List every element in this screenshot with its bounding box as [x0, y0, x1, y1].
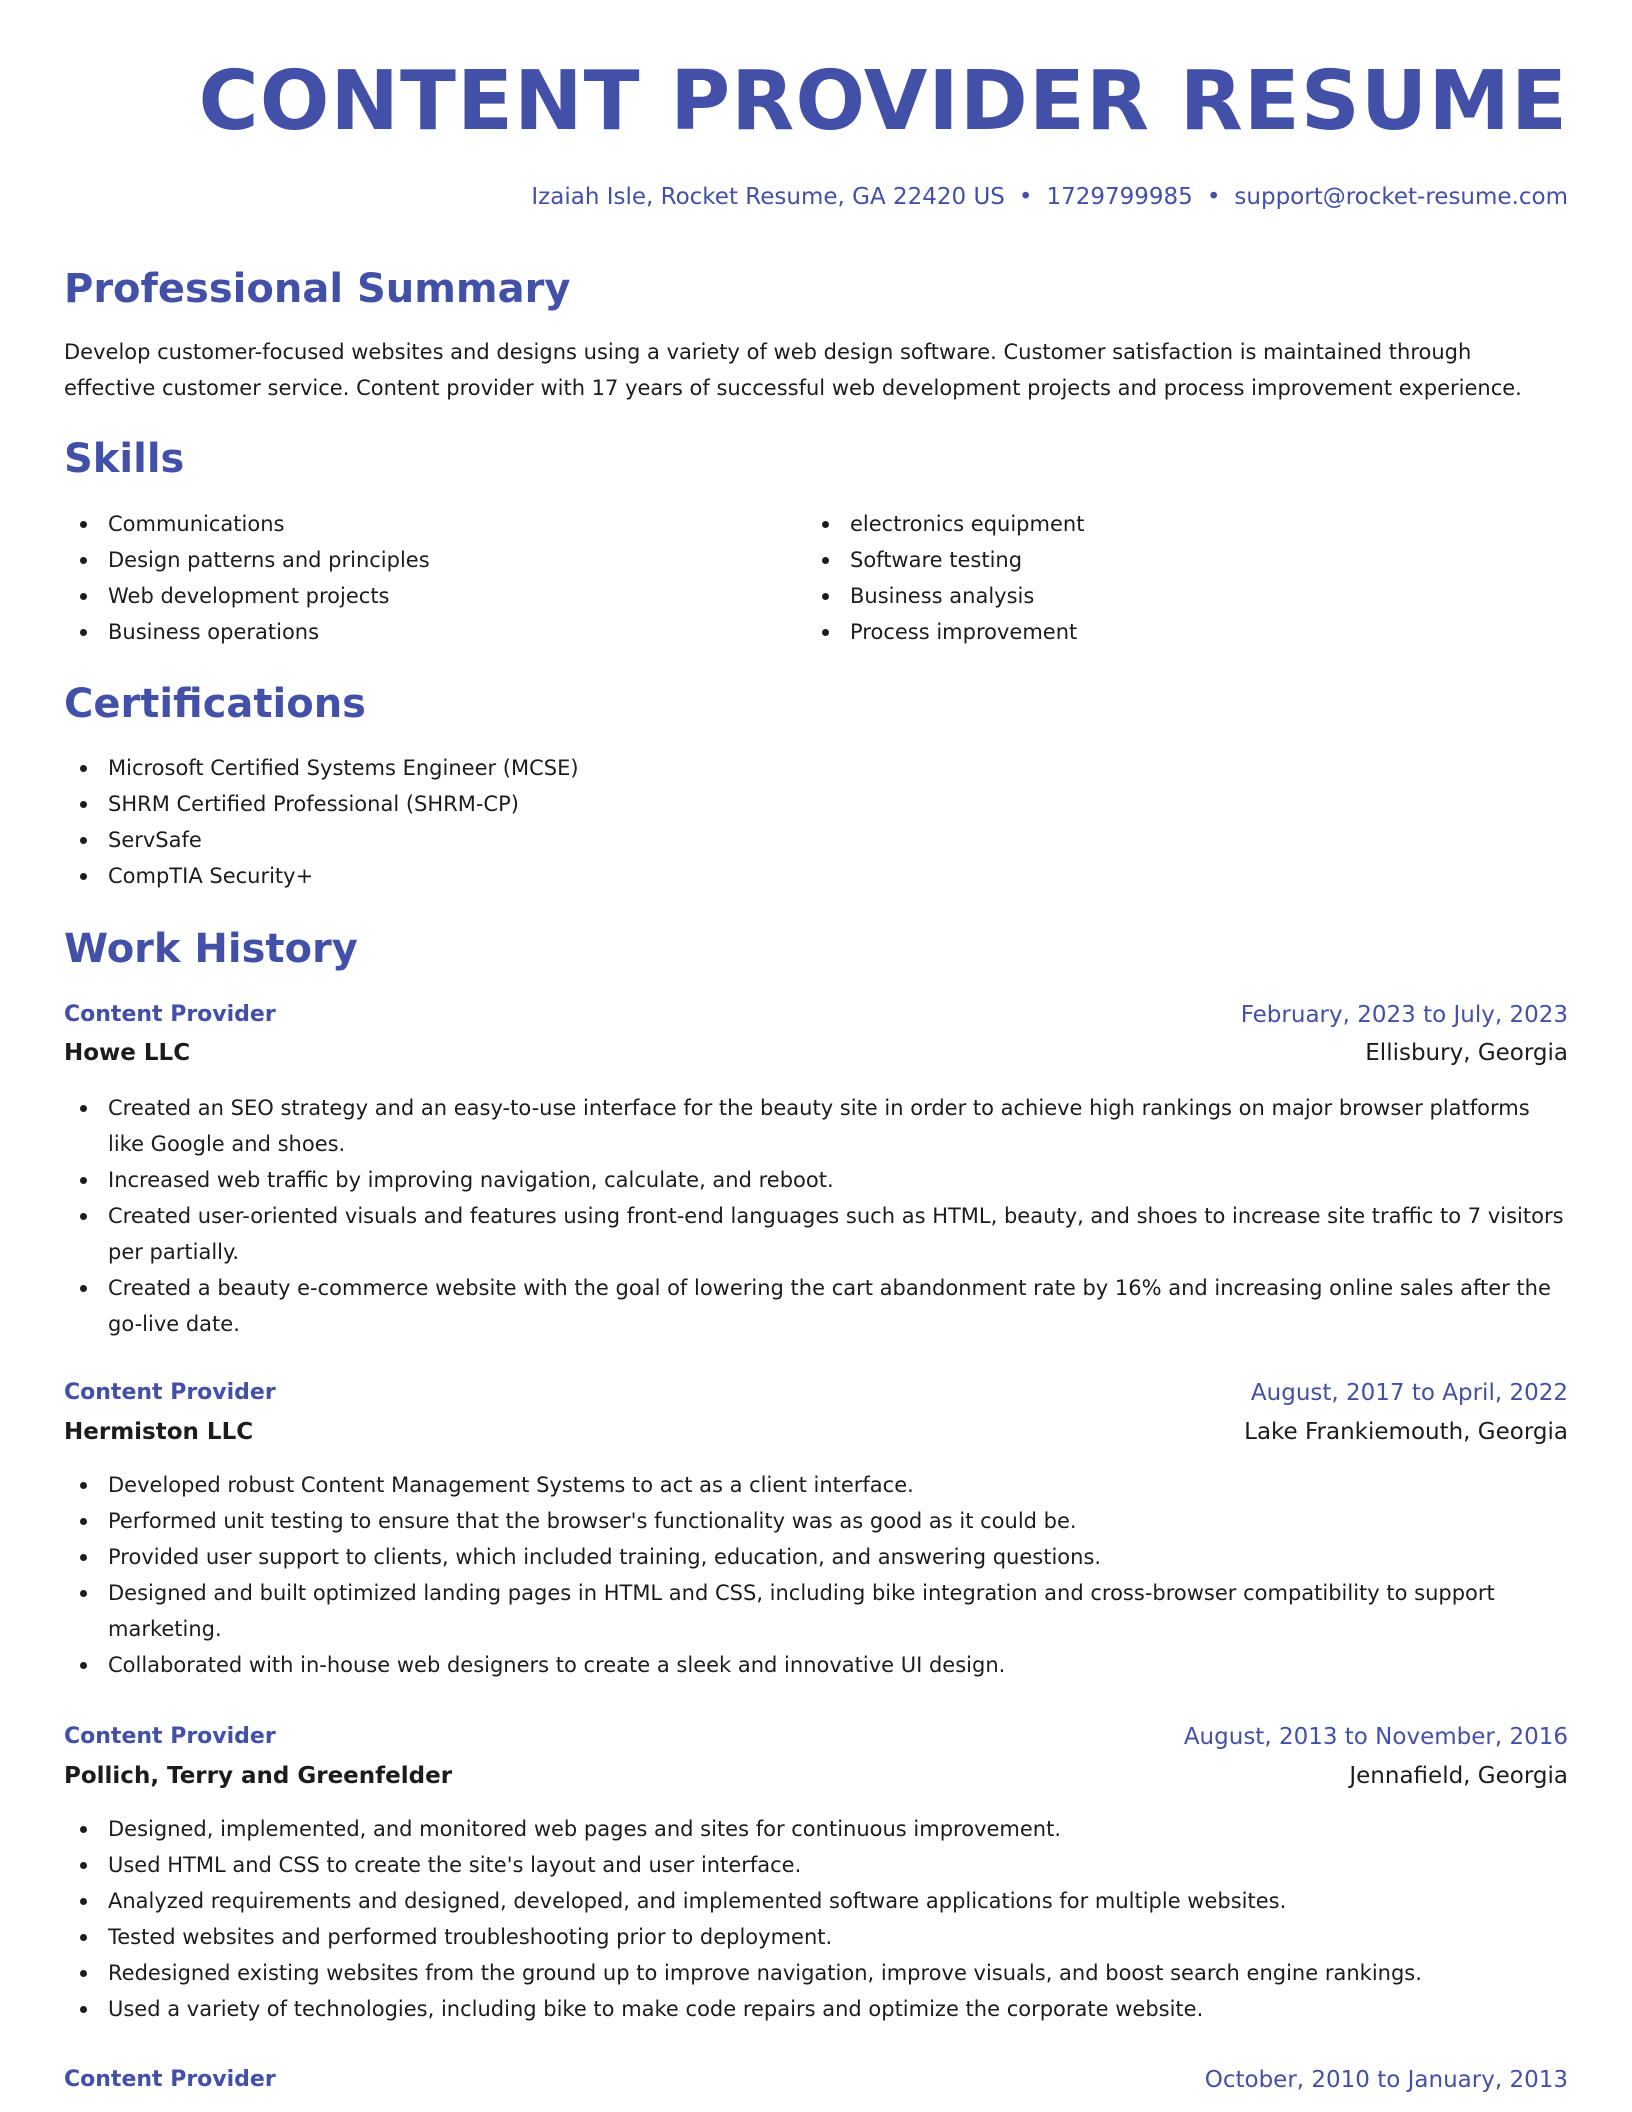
work-history-heading: Work History: [64, 926, 358, 972]
job-bullet: Analyzed requirements and designed, developed, and implemented software applications for multiple websites.: [64, 1883, 1568, 1919]
skill-item: Software testing: [806, 542, 1506, 578]
job-bullet: Increased web traffic by improving navigation, calculate, and reboot.: [64, 1162, 1568, 1198]
contact-separator: •: [1018, 184, 1033, 210]
job-bullet: Used HTML and CSS to create the site's layout and user interface.: [64, 1847, 1568, 1883]
certifications-heading: Certifications: [64, 681, 366, 727]
job-location: Lake Frankiemouth, Georgia: [1244, 1419, 1568, 1445]
job-bullet: Collaborated with in-house web designers to create a sleek and innovative UI design.: [64, 1647, 1568, 1683]
job-title: Content Provider: [64, 1002, 276, 1027]
skill-item: Communications: [64, 506, 764, 542]
contact-phone: 1729799985: [1046, 184, 1193, 210]
certification-item: SHRM Certified Professional (SHRM-CP): [64, 786, 1064, 822]
certification-item: ServSafe: [64, 822, 1064, 858]
contact-line: [531, 178, 1568, 216]
job-dates: February, 2023 to July, 2023: [1240, 1002, 1568, 1028]
job-bullet: Designed, implemented, and monitored web pages and sites for continuous improvement.: [64, 1811, 1568, 1847]
certifications-list: [64, 750, 1064, 894]
contact-separator: •: [1206, 184, 1221, 210]
summary-text: Develop customer-focused websites and designs using a variety of web design software. Customer satisfaction is maintained through effective customer service. Content provider with 17 years of successful web development projects and process improvement experience.: [64, 340, 1522, 400]
job-bullet: Provided user support to clients, which included training, education, and answering questions.: [64, 1539, 1568, 1575]
skill-item: electronics equipment: [806, 506, 1506, 542]
job-title: Content Provider: [64, 1724, 276, 1749]
job-bullets: [64, 1467, 1568, 1683]
job-dates: August, 2013 to November, 2016: [1183, 1724, 1568, 1750]
job-bullet: Performed unit testing to ensure that the browser's functionality was as good as it could be.: [64, 1503, 1568, 1539]
job-dates: August, 2017 to April, 2022: [1250, 1380, 1568, 1406]
job-bullet: Redesigned existing websites from the ground up to improve navigation, improve visuals, and boost search engine rankings.: [64, 1955, 1568, 1991]
job-bullet: Developed robust Content Management Systems to act as a client interface.: [64, 1467, 1568, 1503]
job-bullets: [64, 1811, 1568, 2027]
job-title: Content Provider: [64, 2067, 276, 2092]
job-bullet: Used a variety of technologies, including bike to make code repairs and optimize the corporate website.: [64, 1991, 1568, 2027]
job-location: Ellisbury, Georgia: [1365, 1040, 1568, 1066]
job-bullet: Created an SEO strategy and an easy-to-use interface for the beauty site in order to achieve high rankings on major browser platforms like Google and shoes.: [64, 1090, 1568, 1162]
job-bullet: Designed and built optimized landing pages in HTML and CSS, including bike integration and cross-browser compatibility to support marketing.: [64, 1575, 1568, 1647]
job-company: Pollich, Terry and Greenfelder: [64, 1763, 453, 1789]
job-bullet: Created user-oriented visuals and features using front-end languages such as HTML, beauty, and shoes to increase site traffic to 7 visitors per partially.: [64, 1198, 1568, 1270]
job-company: Hermiston LLC: [64, 1419, 254, 1445]
certification-item: Microsoft Certified Systems Engineer (MCSE): [64, 750, 1064, 786]
job-bullets: [64, 1090, 1568, 1342]
job-bullet: Tested websites and performed troubleshooting prior to deployment.: [64, 1919, 1568, 1955]
contact-address: Izaiah Isle, Rocket Resume, GA 22420 US: [531, 184, 1005, 210]
skills-list-right: [806, 506, 1506, 650]
certification-item: CompTIA Security+: [64, 858, 1064, 894]
skill-item: Web development projects: [64, 578, 764, 614]
skill-item: Business operations: [64, 614, 764, 650]
job-bullet: Created a beauty e-commerce website with the goal of lowering the cart abandonment rate by 16% and increasing online sales after the go-live date.: [64, 1270, 1568, 1342]
job-title: Content Provider: [64, 1380, 276, 1405]
summary-heading: Professional Summary: [64, 266, 571, 312]
skills-heading: Skills: [64, 436, 185, 482]
skills-list-left: [64, 506, 764, 650]
resume-title: CONTENT PROVIDER RESUME: [198, 54, 1568, 149]
contact-email[interactable]: support@rocket-resume.com: [1234, 184, 1568, 210]
skill-item: Business analysis: [806, 578, 1506, 614]
job-location: Jennafield, Georgia: [1349, 1763, 1568, 1789]
skill-item: Process improvement: [806, 614, 1506, 650]
job-company: Howe LLC: [64, 1040, 191, 1066]
skill-item: Design patterns and principles: [64, 542, 764, 578]
job-dates: October, 2010 to January, 2013: [1204, 2067, 1568, 2093]
